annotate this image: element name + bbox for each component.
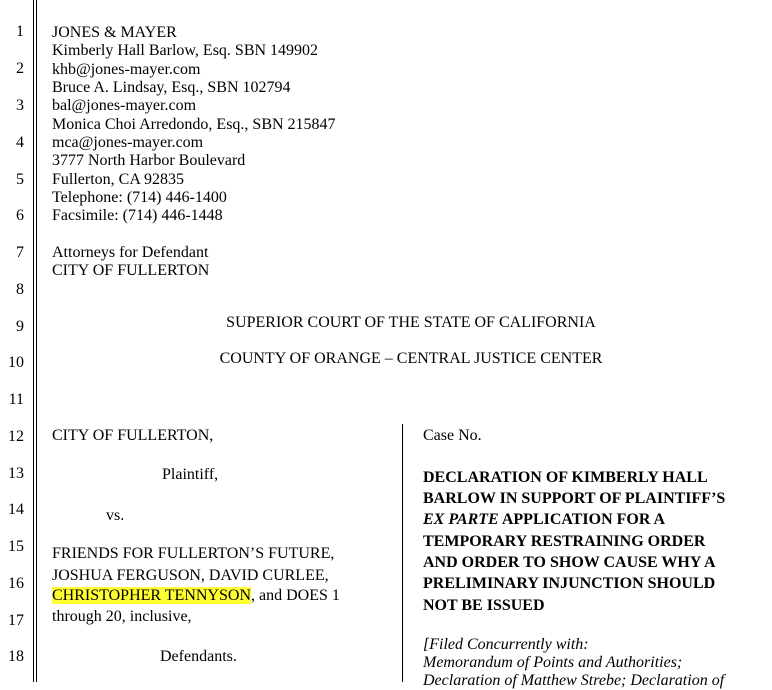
attorney-email: khb@jones-mayer.com <box>52 61 201 78</box>
title-italic: EX PARTE <box>423 511 499 528</box>
defendants-line <box>52 587 340 605</box>
firm-facsimile: Facsimile: (714) 446-1448 <box>52 207 223 224</box>
line-number: 2 <box>16 60 24 77</box>
attorney-role: Attorneys for Defendant <box>52 244 209 261</box>
line-number: 8 <box>16 281 24 298</box>
title-line-rest: APPLICATION FOR A <box>498 511 666 528</box>
attorney-line: Monica Choi Arredondo, Esq., SBN 215847 <box>52 116 336 133</box>
line-number: 6 <box>16 207 24 224</box>
attorney-line: Kimberly Hall Barlow, Esq. SBN 149902 <box>52 42 319 59</box>
title-line: AND ORDER TO SHOW CAUSE WHY A <box>423 554 716 571</box>
attorney-client: CITY OF FULLERTON <box>52 262 210 279</box>
line-number: 5 <box>16 171 24 188</box>
line-number: 11 <box>8 391 24 408</box>
court-name: SUPERIOR COURT OF THE STATE OF CALIFORNIA <box>226 314 596 331</box>
title-line: TEMPORARY RESTRAINING ORDER <box>423 533 706 550</box>
filed-concurrently-line: Declaration of Matthew Strebe; Declaration of <box>423 672 725 689</box>
line-number: 12 <box>8 428 24 445</box>
plaintiff-name: CITY OF FULLERTON, <box>52 427 214 444</box>
filed-concurrently-line: Memorandum of Points and Authorities; <box>423 654 683 671</box>
line-number: 9 <box>16 318 24 335</box>
line-number: 13 <box>8 465 24 482</box>
title-line: PRELIMINARY INJUNCTION SHOULD <box>423 575 716 592</box>
firm-telephone: Telephone: (714) 446-1400 <box>52 189 227 206</box>
line-number: 15 <box>8 538 24 555</box>
left-margin-rule-inner <box>36 0 37 682</box>
highlighted-defendant: CHRISTOPHER TENNYSON <box>52 587 251 604</box>
firm-name: JONES & MAYER <box>52 24 177 41</box>
line-number: 14 <box>8 501 24 518</box>
line-number: 1 <box>16 23 24 40</box>
line-number: 16 <box>8 575 24 592</box>
versus: vs. <box>106 507 125 524</box>
title-line: BARLOW IN SUPPORT OF PLAINTIFF’S <box>423 490 726 507</box>
defendants-line: FRIENDS FOR FULLERTON’S FUTURE, <box>52 545 335 562</box>
plaintiff-label: Plaintiff, <box>162 466 219 483</box>
defendants-line: JOSHUA FERGUSON, DAVID CURLEE, <box>52 567 329 584</box>
line-number: 7 <box>16 244 24 261</box>
line-number: 3 <box>16 97 24 114</box>
firm-address: 3777 North Harbor Boulevard <box>52 152 246 169</box>
filed-concurrently-line: [Filed Concurrently with: <box>423 636 589 653</box>
defendants-line-rest: , and DOES 1 <box>251 587 340 604</box>
line-number: 18 <box>8 648 24 665</box>
defendants-line: through 20, inclusive, <box>52 608 192 625</box>
attorney-email: mca@jones-mayer.com <box>52 134 204 151</box>
attorney-line: Bruce A. Lindsay, Esq., SBN 102794 <box>52 79 291 96</box>
line-number: 17 <box>8 612 24 629</box>
court-county: COUNTY OF ORANGE – CENTRAL JUSTICE CENTER <box>219 350 603 367</box>
title-line: DECLARATION OF KIMBERLY HALL <box>423 469 708 486</box>
case-number-label: Case No. <box>423 427 482 444</box>
caption-divider <box>402 424 403 682</box>
defendants-label: Defendants. <box>160 648 237 665</box>
attorney-email: bal@jones-mayer.com <box>52 97 197 114</box>
line-number: 10 <box>8 354 24 371</box>
title-line: NOT BE ISSUED <box>423 597 545 614</box>
line-number: 4 <box>16 134 24 151</box>
left-margin-rule <box>33 0 34 682</box>
firm-city: Fullerton, CA 92835 <box>52 171 185 188</box>
title-line <box>423 509 665 530</box>
